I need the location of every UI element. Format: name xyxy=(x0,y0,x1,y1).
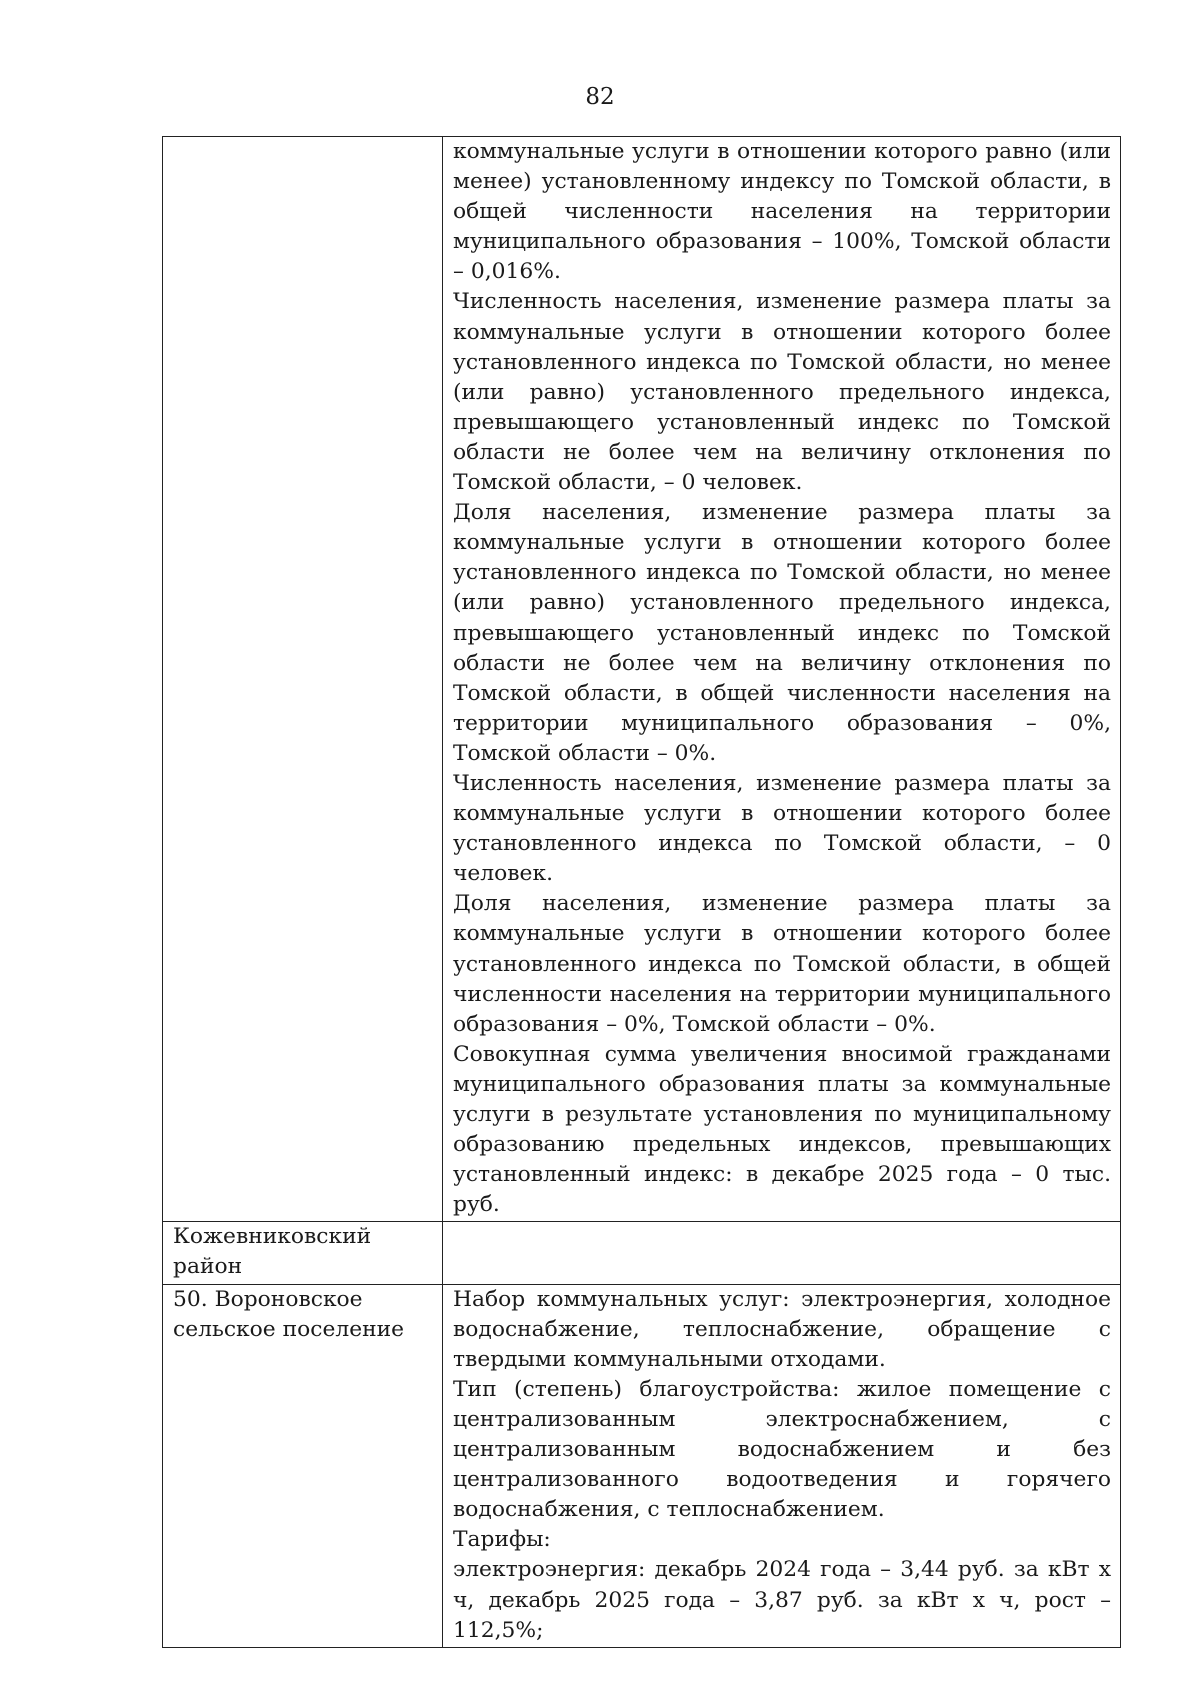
paragraph-tariffs-heading: Тарифы: xyxy=(453,1527,551,1553)
paragraph-amenities-type: Тип (степень) благоустройства: жилое помещение с централизованным электроснабжением, с централизованным водоснабжением и без централизованного водоотведения и горячего водоснабжения, с теплоснабжением. xyxy=(453,1376,1111,1523)
district-name: Кожевниковский район xyxy=(173,1224,372,1280)
paragraph-share-above-index: Доля населения, изменение размера платы за коммунальные услуги в отношении которого более установленного индекса по Томской области, в общей численности населения на территории муниципального образования – 0%, Томской области – 0%. xyxy=(453,891,1111,1037)
details-cell xyxy=(443,1222,1121,1284)
details-cell xyxy=(443,1284,1121,1647)
paragraph-population-up-to-limit: Численность населения, изменение размера платы за коммунальные услуги в отношении которого более установленного индекса по Томской области, но менее (или равно) установленного предельного индекса, превышающего установленный индекс по Томской области не более чем на величину отклонения по Томской области, – 0 человек. xyxy=(453,289,1111,496)
paragraph-population-above-index: Численность населения, изменение размера платы за коммунальные услуги в отношении которого более установленного индекса по Томской области, – 0 человек. xyxy=(453,770,1111,887)
municipality-cell xyxy=(163,1284,443,1647)
municipality-name: 50. Вороновское сельское поселение xyxy=(173,1286,405,1342)
table-row xyxy=(163,137,1121,1222)
paragraph-services-set: Набор коммунальных услуг: электроэнергия, холодное водоснабжение, теплоснабжение, обращение с твердыми коммунальными отходами. xyxy=(453,1286,1111,1372)
details-cell xyxy=(443,137,1121,1222)
municipal-utilities-table xyxy=(162,136,1121,1648)
paragraph-share-within-index: коммунальные услуги в отношении которого равно (или менее) установленному индексу по Томской области, в общей численности населения на территории муниципального образования – 100%, Томской области – 0,016%. xyxy=(453,139,1111,285)
paragraph-electricity-tariff: электроэнергия: декабрь 2024 года – 3,44 руб. за кВт х ч, декабрь 2025 года – 3,87 руб. за кВт х ч, рост – 112,5%; xyxy=(453,1557,1111,1643)
district-cell xyxy=(163,1222,443,1284)
paragraph-total-increase: Совокупная сумма увеличения вносимой гражданами муниципального образования платы за коммунальные услуги в результате установления по муниципальному образованию предельных индексов, превышающих установленный индекс: в декабре 2025 года – 0 тыс. руб. xyxy=(453,1041,1111,1218)
table-row xyxy=(163,1222,1121,1284)
page-number: 82 xyxy=(585,84,615,110)
table-row xyxy=(163,1284,1121,1647)
paragraph-share-up-to-limit: Доля населения, изменение размера платы за коммунальные услуги в отношении которого более установленного индекса по Томской области, но менее (или равно) установленного предельного индекса, превышающего установленный индекс по Томской области не более чем на величину отклонения по Томской области, в общей численности населения на территории муниципального образования – 0%, Томской области – 0%. xyxy=(453,500,1111,766)
municipality-cell xyxy=(163,137,443,1222)
